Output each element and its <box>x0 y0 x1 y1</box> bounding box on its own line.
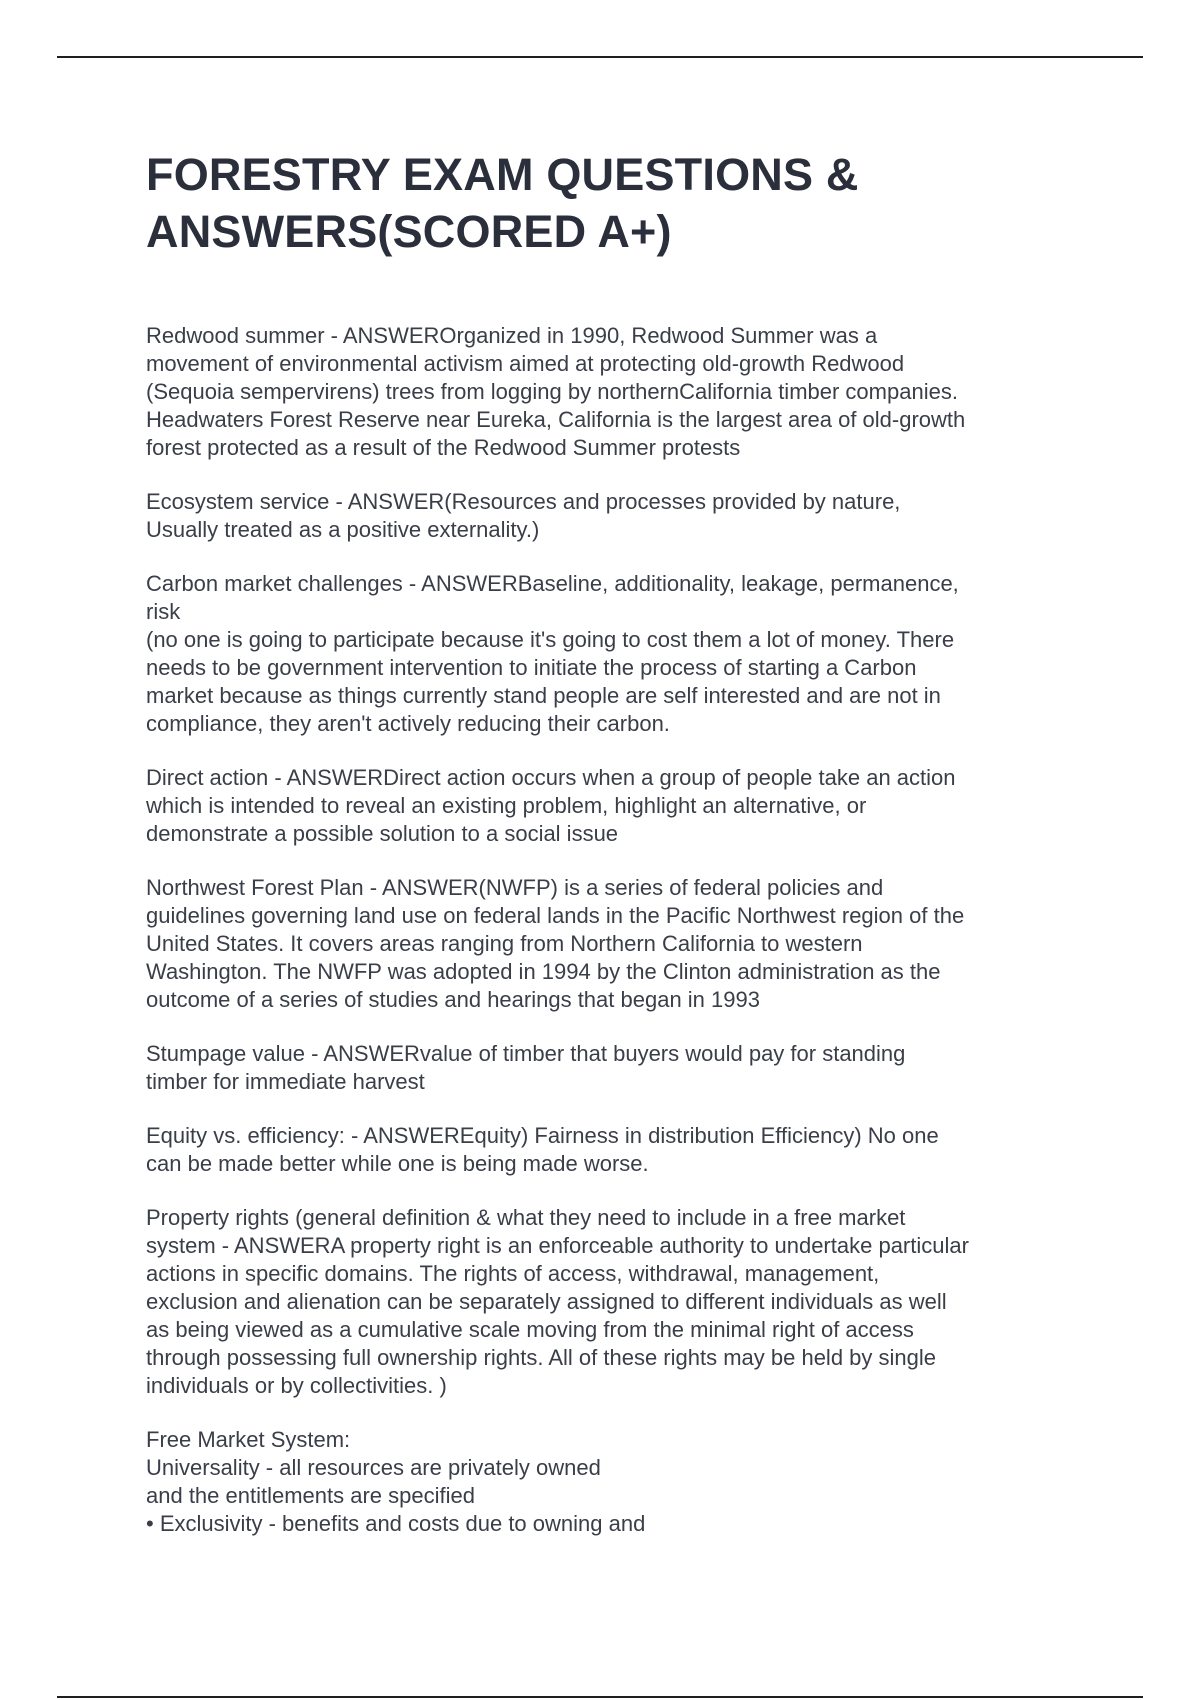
qa-entry-redwood-summer: Redwood summer - ANSWEROrganized in 1990, Redwood Summer was a movement of environmental activism aimed at protecting old-growth Redwood (Sequoia sempervirens) trees from logging by northernCalifornia timber companies. Headwaters Forest Reserve near Eureka, California is the largest area of old-growth forest protected as a result of the Redwood Summer protests <box>146 323 966 460</box>
document-title <box>146 146 1066 260</box>
top-rule <box>57 56 1143 58</box>
qa-entry-free-market-system: Free Market System: Universality - all resources are privately owned and the entitlements are specified • Exclusivity - benefits and costs due to owning and <box>146 1427 646 1536</box>
bottom-rule <box>57 1696 1143 1698</box>
qa-entry-equity-efficiency: Equity vs. efficiency: - ANSWEREquity) Fairness in distribution Efficiency) No one can be made better while one is being made worse. <box>146 1123 939 1176</box>
document-body <box>146 146 1066 1564</box>
qa-entry-ecosystem-service: Ecosystem service - ANSWER(Resources and processes provided by nature, Usually treated as a positive externality.) <box>146 489 901 542</box>
qa-entry-property-rights: Property rights (general definition & what they need to include in a free market system - ANSWERA property right is an enforceable authority to undertake particular actions in specific domains. The rights of access, withdrawal, management, exclusion and alienation can be separately assigned to different individuals as well as being viewed as a cumulative scale moving from the minimal right of access through possessing full ownership rights. All of these rights may be held by single individuals or by collectivities. ) <box>146 1205 969 1398</box>
qa-entry-northwest-forest-plan: Northwest Forest Plan - ANSWER(NWFP) is a series of federal policies and guidelines governing land use on federal lands in the Pacific Northwest region of the United States. It covers areas ranging from Northern California to western Washington. The NWFP was adopted in 1994 by the Clinton administration as the outcome of a series of studies and hearings that began in 1993 <box>146 875 965 1012</box>
qa-entry-carbon-market: Carbon market challenges - ANSWERBaseline, additionality, leakage, permanence, risk (no one is going to participate because it's going to cost them a lot of money. There needs to be government intervention to initiate the process of starting a Carbon market because as things currently stand people are self interested and are not in compliance, they aren't actively reducing their carbon. <box>146 571 959 736</box>
qa-entries <box>146 322 1066 1538</box>
title-line-1: FORESTRY EXAM QUESTIONS & <box>146 149 859 200</box>
title-line-2: ANSWERS(SCORED A+) <box>146 206 672 257</box>
qa-entry-stumpage-value: Stumpage value - ANSWERvalue of timber that buyers would pay for standing timber for immediate harvest <box>146 1041 906 1094</box>
qa-entry-direct-action: Direct action - ANSWERDirect action occurs when a group of people take an action which is intended to reveal an existing problem, highlight an alternative, or demonstrate a possible solution to a social issue <box>146 765 956 846</box>
